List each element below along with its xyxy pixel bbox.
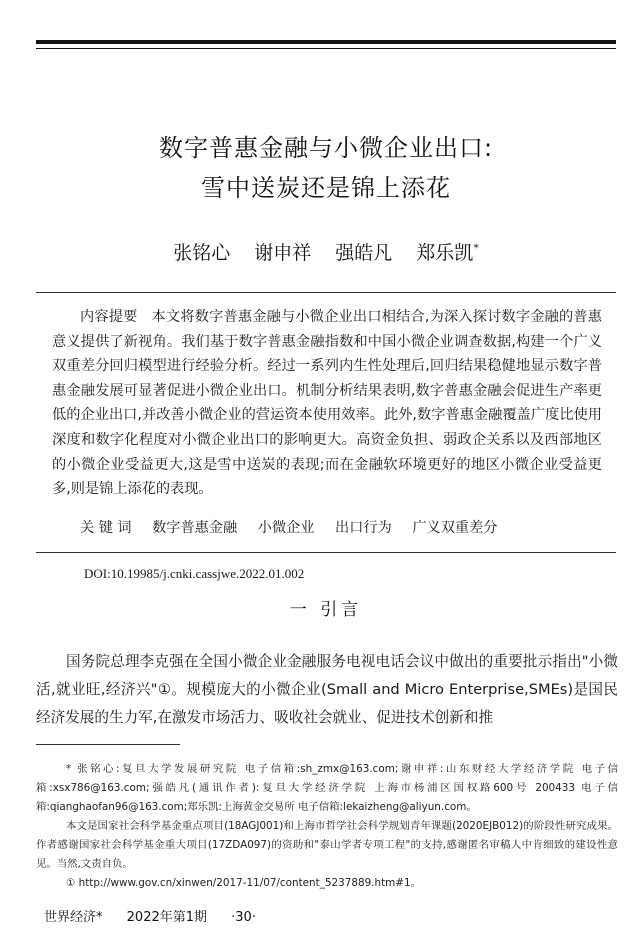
footnotes (36, 760, 618, 893)
page-number: ·30· (231, 910, 256, 925)
keyword-item: 广义双重差分 (412, 520, 498, 536)
body-paragraph: 国务院总理李克强在全国小微企业金融服务电视电话会议中做出的重要批示指出"小微活,就业旺,经济兴"①。规模庞大的小微企业(Small and Micro Enterprise,SMEs)是国民经济发展的生力军,在激发市场活力、吸收社会就业、促进技术创新和推 (36, 653, 618, 726)
abstract-top-rule (36, 292, 616, 293)
header-rule-thin (36, 48, 616, 49)
paper-title-line1: 数字普惠金融与小微企业出口: (158, 134, 494, 162)
author-list (36, 238, 616, 265)
journal-name: 世界经济* (44, 910, 103, 925)
keyword-item: 小微企业 (257, 520, 315, 536)
author-names: 张铭心 谢申祥 强皓凡 郑乐凯 (173, 242, 474, 264)
keyword-item: 出口行为 (335, 520, 392, 536)
page-footer (44, 906, 276, 925)
header-rule-thick (36, 40, 616, 44)
keyword-item: 数字普惠金融 (152, 520, 238, 536)
doi: DOI:10.19985/j.cnki.cassjwe.2022.01.002 (84, 566, 305, 581)
footnote-authors: * 张铭心:复旦大学发展研究院 电子信箱:sh_zmx@163.com;谢申祥:山东财经大学经济学院 电子信箱:xsx786@163.com;强皓凡(通讯作者):复旦大学经济学院 上海市杨浦区国权路600号 200433 电子信箱:qianghaofan96@163.com;郑乐凯:上海黄金交易所 电子信箱:lekaizheng@aliyun.com。 (36, 763, 618, 813)
author-footnote-marker: * (473, 241, 479, 255)
abstract-text: 本文将数字普惠金融与小微企业出口相结合,为深入探讨数字金融的普惠意义提供了新视角。我们基于数字普惠金融指数和中国小微企业调查数据,构建一个广义双重差分回归模型进行经验分析。经过一系列内生性处理后,回归结果稳健地显示数字普惠金融发展可显著促进小微企业出口。机制分析结果表明,数字普惠金融会促进生产率更低的企业出口,并改善小微企业的营运资本使用效率。此外,数字普惠金融覆盖广度比使用深度和数字化程度对小微企业出口的影响更大。高资金负担、弱政企关系以及西部地区的小微企业受益更大,这是雪中送炭的表现;而在金融软环境更好的地区小微企业受益更多,则是锦上添花的表现。 (52, 309, 602, 498)
paper-title-line2: 雪中送炭还是锦上添花 (201, 174, 451, 202)
footnote-url: ① http://www.gov.cn/xinwen/2017-11/07/content_5237889.htm#1。 (66, 877, 421, 889)
footnote-funding: 本文是国家社会科学基金重点项目(18AGJ001)和上海市哲学社会科学规划青年课题(2020EJB012)的阶段性研究成果。作者感谢国家社会科学基金重大项目(17ZDA097)的资助和"泰山学者专项工程"的支持,感谢匿名审稿人中肯细致的建设性意见。当然,文责自负。 (36, 820, 618, 870)
abstract (52, 305, 602, 502)
keywords (80, 517, 610, 537)
keywords-label: 关 键 词 (80, 520, 132, 536)
abstract-bottom-rule (36, 552, 616, 553)
issue-number: 2022年第1期 (126, 910, 208, 925)
section-heading: 一 引言 (289, 600, 363, 620)
abstract-label: 内容提要 (80, 309, 138, 325)
footnote-rule (36, 744, 180, 745)
